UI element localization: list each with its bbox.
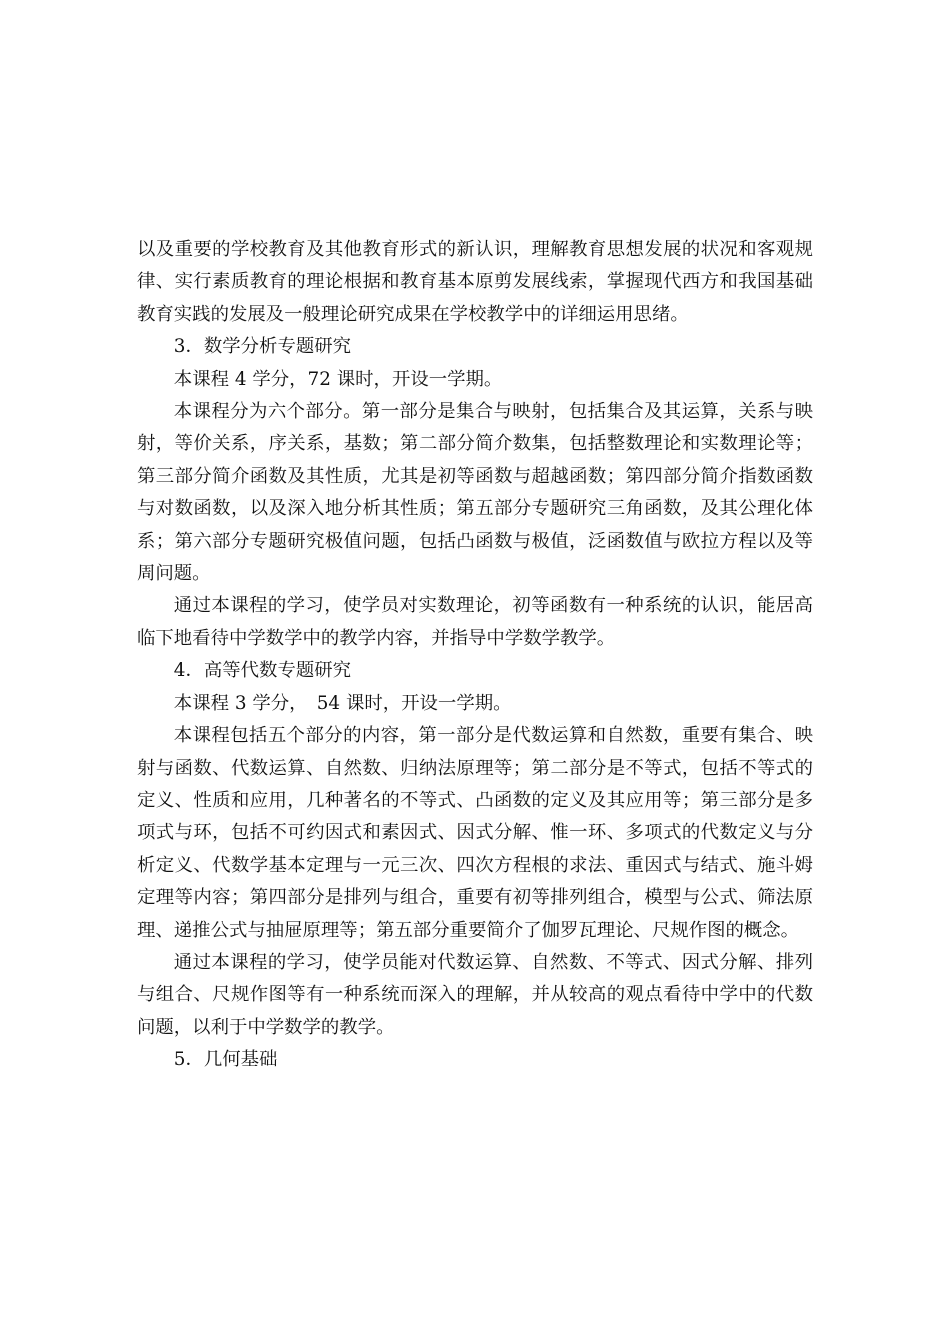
paragraph-continuation: 以及重要的学校教育及其他教育形式的新认识，理解教育思想发展的状况和客观规律、实行素质教育的理论根据和教育基本原剪发展线索，掌握现代西方和我国基础教育实践的发展及一般理论研究成果在学校教学中的详细运用思绪。 [137, 239, 813, 325]
paragraph-higher-algebra-credits: 本课程 3 学分， 54 课时，开设一学期。 [173, 692, 512, 714]
section-heading-geometry-foundations: 5．几何基础 [173, 1049, 278, 1071]
paragraph-math-analysis-content: 本课程分为六个部分。第一部分是集合与映射，包括集合及其运算，关系与映射，等价关系，序关系，基数；第二部分简介数集，包括整数理论和实数理论等；第三部分简介函数及其性质，尤其是初等函数与超越函数；第四部分简介指数函数与对数函数，以及深入地分析其性质；第五部分专题研究三角函数，及其公理化体系；第六部分专题研究极值问题，包括凸函数与极值，泛函数值与欧拉方程以及等周问题。 [137, 401, 813, 585]
paragraph-math-analysis-goal: 通过本课程的学习，使学员对实数理论，初等函数有一种系统的认识，能居高临下地看待中学数学中的教学内容，并指导中学数学教学。 [137, 595, 813, 649]
section-heading-higher-algebra: 4．高等代数专题研究 [173, 660, 352, 682]
document-body [137, 234, 813, 1077]
paragraph-math-analysis-credits: 本课程 4 学分，72 课时，开设一学期。 [173, 368, 503, 390]
section-heading-math-analysis: 3．数学分析专题研究 [173, 336, 352, 358]
paragraph-higher-algebra-content: 本课程包括五个部分的内容，第一部分是代数运算和自然数，重要有集合、映射与函数、代数运算、自然数、归纳法原理等；第二部分是不等式，包括不等式的定义、性质和应用，几种著名的不等式、凸函数的定义及其应用等；第三部分是多项式与环，包括不可约因式和素因式、因式分解、惟一环、多项式的代数定义与分析定义、代数学基本定理与一元三次、四次方程根的求法、重因式与结式、施斗姆定理等内容；第四部分是排列与组合，重要有初等排列组合，模型与公式、筛法原理、递推公式与抽屉原理等；第五部分重要简介了伽罗瓦理论、尺规作图的概念。 [137, 725, 813, 941]
paragraph-higher-algebra-goal: 通过本课程的学习，使学员能对代数运算、自然数、不等式、因式分解、排列与组合、尺规作图等有一种系统而深入的理解，并从较高的观点看待中学中的代数问题，以利于中学数学的教学。 [137, 951, 813, 1038]
